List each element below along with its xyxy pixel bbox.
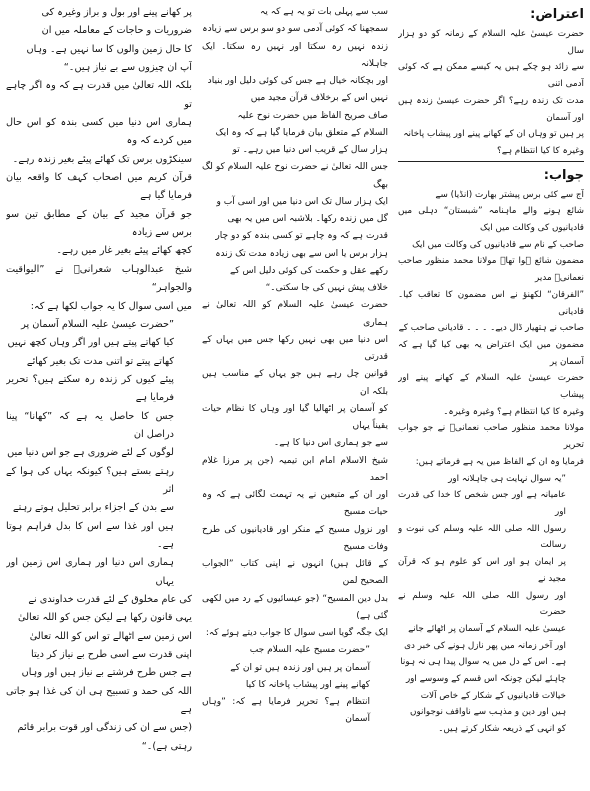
text-line: کو انہی کے ذریعہ شکار کرتے ہیں۔ xyxy=(438,724,566,735)
text-line: خیالات قادیانیوں کے شکار کے خاص آلات xyxy=(420,690,566,701)
text-line: ہماری اس دنیا اور ہماری اس زمین اور یہاں xyxy=(6,557,174,587)
text-line: ہزار برس یا اس سے بھی زیادہ مدت تک زندہ xyxy=(215,248,388,259)
text-line: فرمایا وہ ان کے الفاظ میں یہ ہے فرماتے ہیں: xyxy=(415,456,584,467)
text-line: شیخ الاسلام امام ابن تیمیہ (جن پر مرزا غلام احمد xyxy=(202,455,388,483)
text-line: کیا کھاتے پیتے ہیں اور اگر وہاں کچھ نہیں xyxy=(7,337,174,349)
paragraph xyxy=(6,4,192,261)
text-line: ہماری اس دنیا میں کسی بندہ کو اس حال میں کردے کہ وہ xyxy=(6,117,192,147)
text-line: حضرت عیسیٰ علیہ السلام کے زمانہ کو دو ہزار سال xyxy=(398,29,584,56)
text-line: مضمون میں ایک اعتراض یہ بھی کیا گیا ہے کہ آسمان پر xyxy=(398,339,584,367)
text-line: قرآن کریم میں اصحاب کہف کا واقعہ بیان فرمایا گیا ہے xyxy=(6,172,192,202)
text-line: کی عام مخلوق کے لئے قدرت خداوندی نے xyxy=(28,594,192,605)
section-heading: جواب: xyxy=(543,167,584,183)
column-right xyxy=(398,4,584,787)
text-line: آسمان پر ہیں اور زندہ ہیں تو ان کے xyxy=(230,662,370,673)
text-line: اللہ کی حمد و تسبیح ہی ان کی غذا ہو جاتی ہے xyxy=(6,685,192,716)
text-line: رکھے عقل و حکمت کی کوئی دلیل اس کے xyxy=(229,265,388,276)
text-line: کچھ کھائے پیئے بغیر غار میں رہے۔ xyxy=(56,245,192,257)
text-line: پر ہیں تو وہاں ان کے کھانے پینے اور پیشاب پاخانہ xyxy=(403,129,584,140)
text-line: اس دنیا میں بھی نہیں رکھا جس میں یہاں کے قدرتی xyxy=(202,334,388,362)
text-line: چاہئے لیکن چونکہ اس قسم کے وسوسے اور xyxy=(405,674,566,685)
text-line: عامیانہ ہے اور جس شخص کا خدا کی قدرت اور xyxy=(398,490,566,517)
paragraph xyxy=(6,591,192,756)
text-line: اور آخر زمانہ میں پھر نازل ہونے کی خبر دی xyxy=(404,640,566,651)
text-line: ”یہ سوال نہایت ہی جاہلانہ اور xyxy=(448,473,566,484)
text-line: گل میں زندہ رکھا۔ بلاشبہ اس میں یہ بھی xyxy=(227,214,388,224)
text-line: مدت تک زندہ رہے؟ اگر حضرت عیسیٰ زندہ ہیں اور آسمان xyxy=(398,95,584,123)
text-line: صاف صریح الفاظ میں حضرت نوح علیہ xyxy=(237,110,388,121)
text-line: حضرت عیسیٰ علیہ السلام کو اللہ تعالیٰ نے ہماری xyxy=(202,300,388,328)
text-line: سے زائد ہو چکے ہیں یہ کیسے ممکن ہے کہ کوئی آدمی اتنی xyxy=(398,62,584,90)
text-line: ایک جگہ گویا اسی سوال کا جواب دیتے ہوئے کہ: xyxy=(205,628,388,638)
text-line: لوگوں کے لئے ضروری ہے جو اس دنیا میں xyxy=(7,447,174,459)
section-heading: اعتراض: xyxy=(530,7,584,22)
text-line: زندہ نہیں رہ سکتا اور نہیں رہ سکتا۔ ایک جاہلانہ xyxy=(202,41,388,69)
text-line: قدرت ہے کہ وہ چاہے تو کسی بندہ کو دو چار xyxy=(215,231,388,242)
quotation-block xyxy=(6,316,192,591)
text-line: (جس سے ان کی زندگی اور قوت برابر قائم xyxy=(17,722,192,734)
text-line: اور ان کے متبعین نے یہ تہمت لگائی ہے کہ وہ حیات مسیح xyxy=(202,490,388,518)
quotation-block xyxy=(202,642,388,728)
text-line: ہے جس طرح فرشتے بے نیاز ہیں اور وہاں xyxy=(21,667,192,679)
text-line: سے جو ہماری اس دنیا کا ہے۔ xyxy=(273,438,388,449)
text-line: پیئے کیوں کر زندہ رہ سکتے ہیں؟ تحریر فرمایا ہے xyxy=(6,373,174,404)
text-line: رہتی ہے)۔“ xyxy=(141,740,192,752)
text-line: ہیں اور دین و مذہب سے ناواقف نوجوانوں xyxy=(410,707,566,718)
text-line: حضرت عیسیٰ علیہ السلام کے کھانے پینے اور پیشاب xyxy=(398,373,584,401)
text-line: صاحب نے ہتھیار ڈال دیے۔ ۔ ۔ ۔ قادیانی صاحب کے xyxy=(398,323,584,334)
text-line: جو قرآن مجید کے بیان کے مطابق تین سو برس سے زیادہ xyxy=(6,208,192,239)
text-line: شیخ عبدالوہاب شعرانیؒ نے ”الیواقیت والجواہر“ xyxy=(6,263,192,294)
text-line: ہزار سال کے قریب اس دنیا میں رہے۔ تو xyxy=(232,145,388,155)
text-line: رسول اللہ صلی اللہ علیہ وسلم کی نبوت و رسالت xyxy=(398,523,566,551)
paragraph xyxy=(398,187,584,471)
text-line: ایک ہزار سال تک اس دنیا میں اور اسی آب و xyxy=(216,196,388,207)
text-line: جس کا حاصل یہ ہے کہ ”کھانا“ پینا دراصل ان xyxy=(6,410,174,440)
text-line: اور نزول مسیح کے منکر اور قادیانیوں کی طرح وفات مسیح xyxy=(202,524,388,552)
text-line: کھاتے پیتے تو اتنی مدت تک بغیر کھائے xyxy=(26,355,174,367)
text-line: پر کھانے پینے اور بول و براز وغیرہ کی xyxy=(41,7,192,18)
text-line: بلکہ اللہ تعالیٰ میں قدرت ہے کہ وہ اگر چاہے تو xyxy=(6,80,192,110)
section-divider xyxy=(398,161,584,162)
text-line: پر ایمان ہو اور اس کو علوم ہو کہ قرآن مجید نے xyxy=(398,557,566,584)
text-line: بدل دین المسیح“ (جو عیسائیوں کے رد میں لکھی گئی ہے) xyxy=(202,593,388,621)
quotation-block xyxy=(398,471,584,738)
text-line: یہی قانون رکھا ہے لیکن جس کو اللہ تعالیٰ xyxy=(18,612,192,624)
text-line: سب سے پہلی بات تو یہ ہے کہ یہ xyxy=(260,7,388,17)
text-line: مولانا محمد منظور صاحب نعمانیؒ نے جو جواب تحریر xyxy=(398,423,584,451)
text-line: ہے۔ اس کے دل میں یہ سوال پیدا ہی نہ ہونا xyxy=(400,657,566,668)
text-line: شائع ہونے والے ماہنامہ ”شبستان“ دہلی میں قادیانیوں کی وکالت میں ایک xyxy=(398,206,584,234)
text-line: عیسیٰ علیہ السلام کے آسمان پر اٹھائے جانے xyxy=(408,623,566,634)
text-line: صاحب کے نام سے قادیانیوں کی وکالت میں ایک xyxy=(412,239,584,250)
text-line: وغیرہ کا کیا انتظام ہے؟ xyxy=(497,145,584,156)
text-line: مضمون شائع ہوا تھا۔ مولانا محمد منظور صاحب نعمانیؒ مدیر xyxy=(398,256,584,284)
text-line: کھانے پینے اور پیشاب پاخانہ کا کیا xyxy=(245,679,370,690)
text-line: اور بچکانہ خیال ہے جس کی کوئی دلیل اور بنیاد xyxy=(207,76,388,86)
text-line: آپ ان چیزوں سے بے نیاز ہیں۔“ xyxy=(63,62,192,74)
text-line: کے قائل ہیں) انہوں نے اپنی کتاب ”الجواب الصحیح لمن xyxy=(202,559,388,587)
text-line: آج سے کئی برس پیشتر بھارت (انڈیا) سے xyxy=(435,189,584,200)
text-line: اور رسول اللہ صلی اللہ علیہ وسلم نے حضرت xyxy=(398,590,566,618)
text-line: السلام کے متعلق بیان فرمایا گیا ہے کہ وہ ایک xyxy=(215,127,388,138)
text-line: قوانین چل رہے ہیں جو یہاں کے مناسب ہیں بلکہ ان xyxy=(202,369,388,397)
paragraph xyxy=(398,26,584,160)
text-line: اپنی قدرت سے اسی طرح بے نیاز کر دیتا xyxy=(31,649,192,661)
text-line: ”حضرت مسیح علیہ السلام جب xyxy=(249,645,370,656)
text-line: جس اللہ تعالیٰ نے حضرت نوح علیہ السلام کو لگ بھگ xyxy=(202,162,388,190)
text-line: خلاف پیش نہیں کی جا سکتی۔“ xyxy=(265,283,388,293)
text-line: ہیں اور غذا سے اس کا بدل فراہم ہوتا ہے۔ xyxy=(6,520,174,550)
text-line: سمجھنا کہ کوئی آدمی سو دو سو برس سے زیادہ xyxy=(202,24,388,35)
text-line: ”حضرت عیسیٰ علیہ السلام آسمان پر xyxy=(21,318,174,330)
text-line: وغیرہ کا کیا انتظام ہے؟ وغیرہ وغیرہ۔ xyxy=(443,406,584,417)
column-middle xyxy=(202,4,388,787)
text-line: ضروریات و حاجات کے معاملہ میں ان xyxy=(41,25,192,37)
text-line: سے بدن کے اجزاء برابر تحلیل ہوتے رہتے xyxy=(12,502,174,514)
paragraph xyxy=(202,4,388,453)
text-line: انتظام ہے؟ تحریر فرمایا ہے کہ: ”وہاں آسمان xyxy=(202,697,370,725)
text-line: کو آسمان پر اٹھالیا گیا اور وہاں کا نظام حیات یقیناً یہاں xyxy=(202,403,388,431)
column-left xyxy=(6,4,192,787)
text-line: کا حال زمین والوں کا سا نہیں ہے۔ وہاں xyxy=(26,43,192,55)
text-line: سینکڑوں برس تک کھائے پیئے بغیر زندہ رہے۔ xyxy=(12,153,192,165)
text-line: اس زمین سے اٹھالے تو اس کو اللہ تعالیٰ xyxy=(29,630,192,642)
paragraph xyxy=(6,261,192,316)
text-line: میں اسی سوال کا یہ جواب لکھا ہے کہ: xyxy=(30,300,192,312)
text-line: نہیں اس کے برخلاف قرآن مجید میں xyxy=(250,93,388,104)
paragraph xyxy=(202,453,388,643)
text-line: ”الفرقان“ لکھنؤ نے اس مضمون کا تعاقب کیا۔ قادیانی xyxy=(398,289,584,317)
text-line: رہتے بستے ہیں؟ کیونکہ یہاں کی ہوا کے اثر xyxy=(6,465,174,495)
